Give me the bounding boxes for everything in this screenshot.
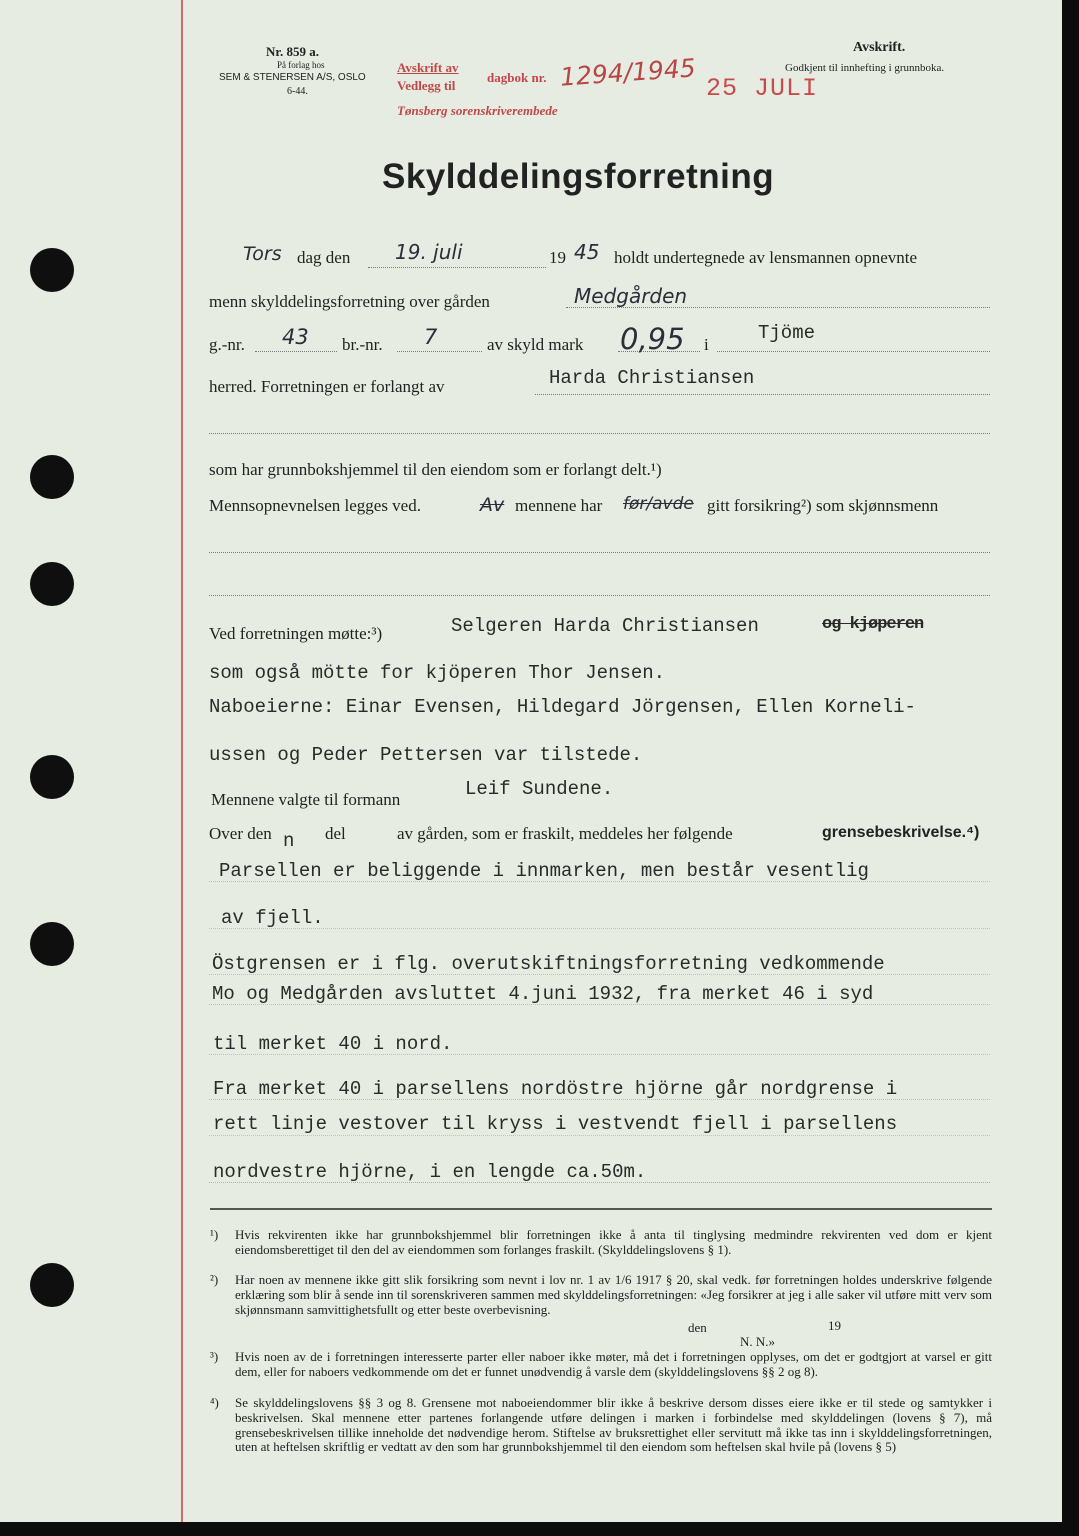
- motte-line-2: som også mötte for kjöperen Thor Jensen.: [209, 662, 666, 684]
- label-holdt: holdt undertegnede av lensmannen opnevnte: [614, 248, 918, 267]
- mennsop-text-3: gitt forsikring²) som skjønnsmenn: [707, 496, 939, 515]
- publisher-line-2: SEM & STENERSEN A/S, OSLO: [219, 72, 366, 83]
- ruled-line: [209, 1134, 990, 1136]
- field-line: [535, 393, 990, 395]
- label-del: del: [325, 824, 346, 843]
- label-motte: Ved forretningen møtte:³): [209, 624, 383, 643]
- stamp-number: 1294/1945: [559, 53, 697, 92]
- stamp-dagbok: dagbok nr.: [487, 70, 547, 85]
- stamp-line-2: Vedlegg til: [397, 78, 456, 93]
- requester-name: Harda Christiansen: [549, 367, 755, 389]
- ruled-line: [209, 1181, 990, 1183]
- field-line: [717, 350, 990, 352]
- footnote-number: ²): [210, 1272, 219, 1287]
- stamp-line-1: Avskrift av: [397, 60, 459, 75]
- desc-line-1: Parsellen er beliggende i innmarken, men består vesentlig: [219, 860, 869, 882]
- label-grensebeskrivelse: grensebeskrivelse.⁴): [822, 824, 980, 841]
- desc-line-7: rett linje vestover til kryss i vestvendt fjell i parsellens: [213, 1113, 898, 1135]
- margin-line: [181, 0, 183, 1522]
- punch-hole: [30, 455, 74, 499]
- motte-line-3: Naboeierne: Einar Evensen, Hildegard Jörgensen, Ellen Korneli-: [209, 696, 916, 718]
- desc-line-2: av fjell.: [221, 907, 324, 929]
- footnote-text: Har noen av mennene ikke gitt slik forsikring som nevnt i lov nr. 1 av 1/6 1917 § 20, skal vedk. før forretningen holdes underskrive følgende erklæring som blir å sende inn til sorenskriveren sammen med skylddelingsforretningen: «Jeg forsikrer at jeg i alle saker vil utføre mitt verv som skjønnsmann samvittighetsfullt og etter beste overbevisning.: [235, 1272, 992, 1317]
- punch-hole: [30, 562, 74, 606]
- footnote-nn: N. N.»: [740, 1334, 776, 1349]
- desc-line-6: Fra merket 40 i parsellens nordöstre hjörne går nordgrense i: [213, 1078, 898, 1100]
- footnote-text: Se skylddelingslovens §§ 3 og 8. Grensene mot naboeiendommer blir ikke å beskrive dersom disses eiere ikke er til stede og samtykker i beskrivelsen. Skal mennene etter partenes forlangende utføre delingen i marken i forbindelse med skylddelingen (lovens § 7), må grensebeskrivelsen tillike inneholde det nødvendige herom. Stiftelse av bruksrettighet eller servitutt må ikke tas inn i skylddelingsforretningen, uten at heftelsen skriftlig er vedtatt av den som har grunnbokshjemmel til den eiendom som heftelsen skal hvile på (lovens § 5): [235, 1395, 992, 1455]
- blank-line: [209, 551, 990, 553]
- motte-line-1: Selgeren Harda Christiansen: [451, 615, 759, 637]
- desc-line-4: Mo og Medgården avsluttet 4.juni 1932, fra merket 46 i syd: [212, 983, 874, 1005]
- footnote-number: ⁴): [210, 1395, 219, 1410]
- desc-line-3: Östgrensen er i flg. overutskiftningsforretning vedkommende: [212, 953, 885, 975]
- label-bnr: br.-nr.: [342, 335, 383, 354]
- ruled-line: [209, 927, 990, 929]
- blank-line: [209, 594, 990, 596]
- ruled-line: [209, 973, 990, 975]
- footnote-number: ³): [210, 1349, 219, 1364]
- year-value: 45: [574, 240, 600, 264]
- right-title: Avskrift.: [853, 40, 906, 55]
- ruled-line: [209, 1098, 990, 1100]
- field-line: [368, 266, 546, 268]
- farm-name: Medgården: [574, 284, 688, 308]
- footnote-den: den: [688, 1320, 707, 1335]
- page-title: Skylddelingsforretning: [382, 157, 775, 196]
- gnr-value: 43: [282, 325, 309, 349]
- right-subtitle: Godkjent til innhefting i grunnboka.: [785, 62, 945, 74]
- label-formann: Mennene valgte til formann: [211, 790, 401, 809]
- label-i: i: [704, 335, 709, 354]
- desc-line-8: nordvestre hjörne, i en lengde ca.50m.: [213, 1161, 647, 1183]
- footnote-3: [210, 1350, 992, 1380]
- ruled-line: [209, 1003, 990, 1005]
- formann-name: Leif Sundene.: [465, 778, 614, 800]
- skyld-value: 0,95: [620, 322, 685, 356]
- date-stamp: 25 JULI: [706, 74, 819, 103]
- blank-line: [209, 432, 990, 434]
- over-den-suffix: n: [283, 830, 295, 852]
- struck-for-avde: før/avde: [623, 494, 694, 514]
- footnote-2: [210, 1273, 992, 1317]
- mennsop-text-2: mennene har: [515, 496, 603, 515]
- publisher-line-1: På forlag hos: [277, 60, 325, 70]
- motte-struck: og kjøperen: [822, 615, 924, 634]
- date-value: 19. juli: [395, 240, 463, 264]
- punch-hole: [30, 248, 74, 292]
- label-skyld: av skyld mark: [487, 335, 584, 354]
- footnote-text: Hvis noen av de i forretningen interesserte parter eller naboer ikke møter, må det i forretningen opplyses, om det er godtgjort at varsel er gitt dem, eller for naboers vedkommende om det er funnet unødvendig å varsle dem (skylddelingslovens §§ 2 og 8).: [235, 1349, 992, 1379]
- label-over-den: Over den: [209, 824, 272, 843]
- municipality: Tjöme: [758, 322, 816, 344]
- field-line: [397, 350, 482, 352]
- footnote-divider: [210, 1208, 992, 1210]
- label-herred: herred. Forretningen er forlangt av: [209, 377, 445, 396]
- grunnboks-text: som har grunnbokshjemmel til den eiendom som er forlangt delt.¹): [209, 460, 662, 479]
- weekday: Tors: [243, 243, 282, 265]
- ruled-line: [209, 880, 990, 882]
- footnote-number: ¹): [210, 1227, 219, 1242]
- motte-line-4: ussen og Peder Pettersen var tilstede.: [209, 744, 643, 766]
- mennsop-text-1: Mennsopnevnelsen legges ved.: [209, 496, 421, 515]
- punch-hole: [30, 922, 74, 966]
- footnote-4: [210, 1396, 992, 1455]
- label-over-rest: av gården, som er fraskilt, meddeles her følgende: [397, 824, 733, 843]
- footnote-text: Hvis rekvirenten ikke har grunnbokshjemmel blir forretningen ikke å anta til tinglysing medmindre rekvirenten ved dom er kjent eiendomsberettiget til den del av eiendommen som forlanges fraskilt. (Skylddelingslovens § 1).: [235, 1227, 992, 1257]
- punch-hole: [30, 1263, 74, 1307]
- ruled-line: [209, 1053, 990, 1055]
- desc-line-5: til merket 40 i nord.: [213, 1033, 453, 1055]
- label-dag-den: dag den: [297, 248, 351, 267]
- footnote-19: 19: [828, 1318, 841, 1333]
- struck-av: Av: [480, 494, 505, 516]
- field-line: [255, 350, 337, 352]
- year-prefix: 19: [549, 248, 566, 267]
- bnr-value: 7: [424, 325, 438, 349]
- footnote-1: [210, 1228, 992, 1258]
- stamp-office: Tønsberg sorenskriverembede: [397, 103, 558, 118]
- print-code: 6-44.: [287, 86, 308, 97]
- label-menn: menn skylddelingsforretning over gården: [209, 292, 490, 311]
- label-gnr: g.-nr.: [209, 335, 245, 354]
- form-number: Nr. 859 a.: [266, 44, 319, 59]
- punch-hole: [30, 755, 74, 799]
